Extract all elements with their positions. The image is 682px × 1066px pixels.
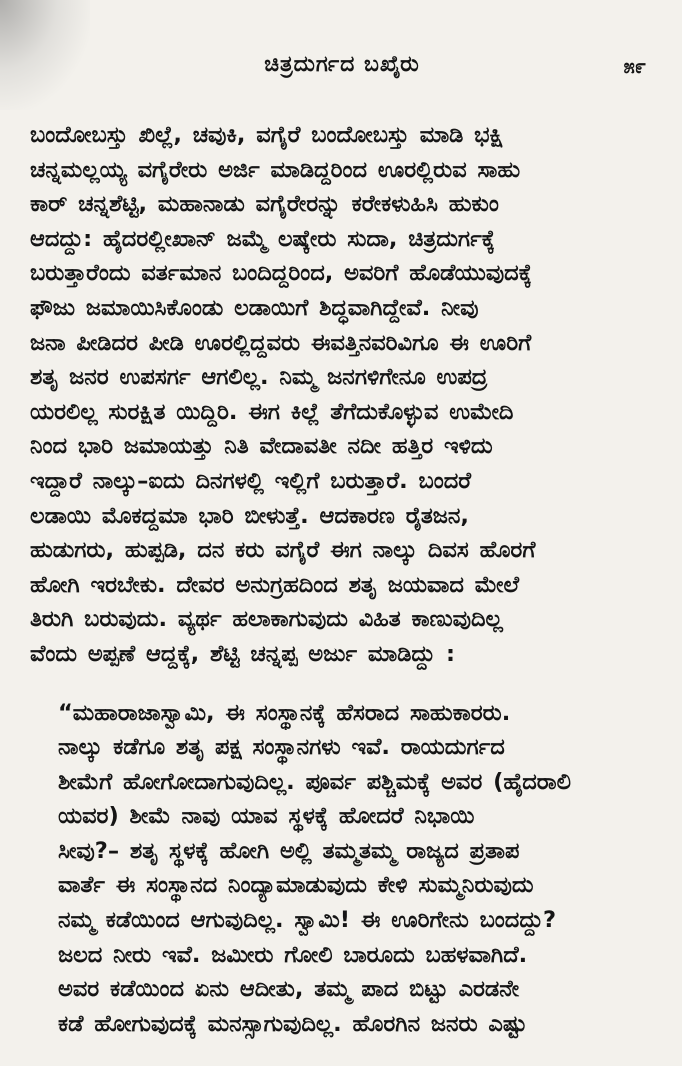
text-line: ಚನ್ನಮಲ್ಲಯ್ಯ ವಗೈರೇರು ಅರ್ಜಿ ಮಾಡಿದ್ದರಿಂದ ಊರಲ್ಲಿರುವ ಸಾಹು bbox=[30, 156, 521, 183]
text-line: ಕಡೆ ಹೋಗುವುದಕ್ಕೆ ಮನಸ್ಸಾಗುವುದಿಲ್ಲ. ಹೊರಗಿನ ಜನರು ಎಷ್ಟು bbox=[58, 1010, 527, 1037]
page-title: ಚಿತ್ರದುರ್ಗದ ಬಖೈರು bbox=[264, 52, 420, 77]
running-header bbox=[30, 52, 654, 92]
paragraph-2 bbox=[30, 696, 654, 1042]
text-line: ನಿಂದ ಭಾರಿ ಜಮಾಯತ್ತು ನಿತಿ ವೇದಾವತೀ ನದೀ ಹತ್ತಿರ ಇಳಿದು bbox=[30, 433, 493, 460]
text-line: ನಾಲ್ಕು ಕಡೆಗೂ ಶತೃ ಪಕ್ಷ ಸಂಸ್ಥಾನಗಳು ಇವೆ. ರಾಯದುರ್ಗದ bbox=[58, 734, 505, 761]
text-line: ಜನಾ ಪೀಡಿದರ ಪೀಡಿ ಊರಲ್ಲಿದ್ದವರು ಈವತ್ತಿನವರಿವಿಗೂ ಈ ಊರಿಗೆ bbox=[30, 329, 532, 356]
text-line: ಯವರ) ಶೀಮೆ ನಾವು ಯಾವ ಸ್ಥಳಕ್ಕೆ ಹೋದರೆ ನಿಭಾಯಿ bbox=[58, 803, 475, 830]
text-line: ವಾರ್ತೆ ಈ ಸಂಸ್ಥಾನದ ನಿಂದ್ಯಾಮಾಡುವುದು ಕೇಳಿ ಸುಮ್ಮನಿರುವುದು bbox=[58, 872, 534, 899]
text-line: ಕಾರ್ ಚನ್ನಶೆಟ್ಟಿ, ಮಹಾನಾಡು ವಗೈರೇರನ್ನು ಕರೇಕಳುಹಿಸಿ ಹುಕುಂ bbox=[30, 191, 499, 218]
text-line: ನಮ್ಮ ಕಡೆಯಿಂದ ಆಗುವುದಿಲ್ಲ. ಸ್ವಾಮಿ! ಈ ಊರಿಗೇನು ಬಂದದ್ದು? bbox=[58, 907, 557, 934]
text-line: ಬಂದೋಬಸ್ತು ಖಿಲ್ಲೆ, ಚವುಕಿ, ವಗೈರೆ ಬಂದೋಬಸ್ತು ಮಾಡಿ ಭಕ್ಷಿ bbox=[30, 122, 504, 148]
text-line: ಬರುತ್ತಾರೆಂದು ವರ್ತಮಾನ ಬಂದಿದ್ದರಿಂದ, ಅವರಿಗೆ ಹೊಡೆಯುವುದಕ್ಕೆ bbox=[30, 260, 532, 287]
text-line: ಯರಲಿಲ್ಲ ಸುರಕ್ಷಿತ ಯಿದ್ದಿರಿ. ಈಗ ಕಿಲ್ಲೆ ತೆಗೆದುಕೊಳ್ಳುವ ಉಮೇದಿ bbox=[30, 398, 514, 425]
text-line: ತಿರುಗಿ ಬರುವುದು. ವ್ಯರ್ಥ ಹಲಾಕಾಗುವುದು ವಿಹಿತ ಕಾಣುವುದಿಲ್ಲ bbox=[30, 606, 503, 633]
text-line: “ಮಹಾರಾಜಾಸ್ವಾಮಿ, ಈ ಸಂಸ್ಥಾನಕ್ಕೆ ಹೆಸರಾದ ಸಾಹುಕಾರರು. bbox=[58, 699, 511, 726]
text-line: ಹೋಗಿ ಇರಬೇಕು. ದೇವರ ಅನುಗ್ರಹದಿಂದ ಶತೃ ಜಯವಾದ ಮೇಲೆ bbox=[30, 571, 519, 598]
text-line: ಹುಡುಗರು, ಹುಪ್ಪಡಿ, ದನ ಕರು ವಗೈರೆ ಈಗ ನಾಲ್ಕು ದಿವಸ ಹೊರಗೆ bbox=[30, 537, 536, 564]
text-line: ಶತೃ ಜನರ ಉಪಸರ್ಗ ಆಗಲಿಲ್ಲ. ನಿಮ್ಮ ಜನಗಳಿಗೇನೂ ಉಪದ್ರ bbox=[30, 364, 488, 391]
text-line: ಲಡಾಯಿ ಮೊಕದ್ದಮಾ ಭಾರಿ ಬೀಳುತ್ತೆ. ಆದಕಾರಣ ರೈತಜನ, bbox=[30, 502, 469, 529]
paragraph-1 bbox=[30, 118, 654, 672]
text-line: ಸೀವು?– ಶತೃ ಸ್ಥಳಕ್ಕೆ ಹೋಗಿ ಅಲ್ಲಿ ತಮ್ಮತಮ್ಮ ರಾಜ್ಯದ ಪ್ರತಾಪ bbox=[58, 837, 520, 864]
text-line: ಅವರ ಕಡೆಯಿಂದ ಏನು ಆದೀತು, ತಮ್ಮ ಪಾದ ಬಿಟ್ಟು ಎರಡನೇ bbox=[58, 976, 520, 1003]
text-line: ಜಲದ ನೀರು ಇವೆ. ಜಮೀರು ಗೋಲಿ ಬಾರೂದು ಬಹಳವಾಗಿದೆ. bbox=[58, 941, 528, 968]
text-line: ವೆಂದು ಅಪ್ಪಣೆ ಆದ್ದಕ್ಕೆ, ಶೆಟ್ಟಿ ಚನ್ನಪ್ಪ ಅರ್ಜು ಮಾಡಿದ್ದು : bbox=[30, 640, 455, 667]
text-line: ಫೌಜು ಜಮಾಯಿಸಿಕೊಂಡು ಲಡಾಯಿಗೆ ಶಿದ್ಧವಾಗಿದ್ದೇವೆ. ನೀವು bbox=[30, 294, 479, 321]
text-line: ಇದ್ದಾರೆ ನಾಲ್ಕು–ಐದು ದಿನಗಳಲ್ಲಿ ಇಲ್ಲಿಗೆ ಬರುತ್ತಾರೆ. ಬಂದರೆ bbox=[30, 467, 472, 494]
text-line: ಆದದ್ದು: ಹೈದರಲ್ಲೀಖಾನ್ ಜಮ್ಮೆ ಲಷ್ಕೇರು ಸುದಾ, ಚಿತ್ರದುರ್ಗಕ್ಕೆ bbox=[30, 225, 495, 252]
page-number: ೫೯ bbox=[623, 54, 646, 78]
text-line: ಶೀಮೆಗೆ ಹೋಗೋದಾಗುವುದಿಲ್ಲ. ಪೂರ್ವ ಪಶ್ಚಿಮಕ್ಕೆ ಅವರ (ಹೈದರಾಲಿ bbox=[58, 768, 571, 795]
